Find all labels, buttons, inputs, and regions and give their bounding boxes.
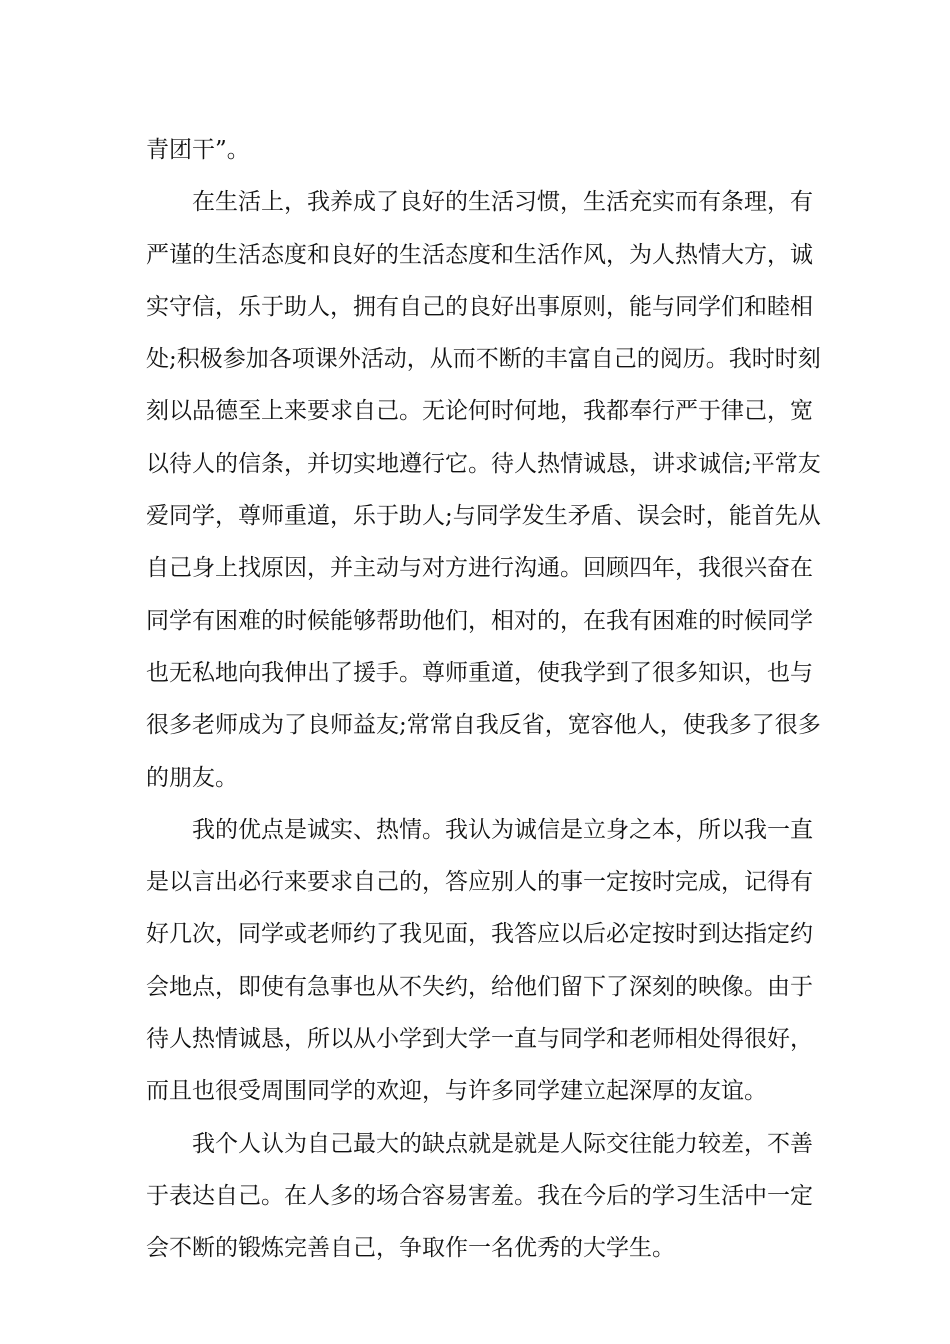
text-line: 我个人认为自己最大的缺点就是就是人际交往能力较差，不善: [192, 1130, 813, 1157]
text-line: 同学有困难的时候能够帮助他们，相对的，在我有困难的时候同学: [146, 607, 813, 634]
text-line: 处;积极参加各项课外活动，从而不断的丰富自己的阅历。我时时刻: [146, 346, 821, 373]
text-line: 以待人的信条，并切实地遵行它。待人热情诚恳，讲求诚信;平常友: [146, 450, 821, 477]
paragraph-4: [146, 1118, 813, 1275]
text-line: 会地点，即使有急事也从不失约，给他们留下了深刻的映像。由于: [146, 973, 813, 1000]
text-line: 自己身上找原因，并主动与对方进行沟通。回顾四年，我很兴奋在: [146, 555, 813, 582]
text-line: 我的优点是诚实、热情。我认为诚信是立身之本，所以我一直: [192, 816, 813, 843]
text-line: 也无私地向我伸出了援手。尊师重道，使我学到了很多知识，也与: [146, 659, 813, 686]
text-line: 青团干”。: [146, 137, 250, 163]
text-line: 实守信，乐于助人，拥有自己的良好出事原则，能与同学们和睦相: [146, 293, 813, 320]
text-line: 好几次，同学或老师约了我见面，我答应以后必定按时到达指定约: [146, 921, 813, 948]
text-line: 而且也很受周围同学的欢迎，与许多同学建立起深厚的友谊。: [146, 1078, 767, 1105]
document-body: [146, 124, 821, 1275]
paragraph-1: [146, 124, 806, 176]
text-line: 爱同学，尊师重道，乐于助人;与同学发生矛盾、误会时，能首先从: [146, 503, 821, 530]
text-line: 会不断的锻炼完善自己，争取作一名优秀的大学生。: [146, 1235, 675, 1262]
text-line: 严谨的生活态度和良好的生活态度和生活作风，为人热情大方，诚: [146, 241, 813, 268]
paragraph-2: [146, 176, 821, 804]
text-line: 是以言出必行来要求自己的，答应别人的事一定按时完成，记得有: [146, 869, 813, 896]
text-line: 于表达自己。在人多的场合容易害羞。我在今后的学习生活中一定: [146, 1182, 813, 1209]
text-line: 在生活上，我养成了良好的生活习惯，生活充实而有条理，有: [192, 189, 813, 216]
text-line: 待人热情诚恳，所以从小学到大学一直与同学和老师相处得很好，: [146, 1026, 813, 1053]
paragraph-3: [146, 804, 813, 1118]
text-line: 很多老师成为了良师益友;常常自我反省，宽容他人，使我多了很多: [146, 712, 821, 739]
text-line: 刻以品德至上来要求自己。无论何时何地，我都奉行严于律己，宽: [146, 398, 813, 425]
text-line: 的朋友。: [146, 764, 238, 791]
